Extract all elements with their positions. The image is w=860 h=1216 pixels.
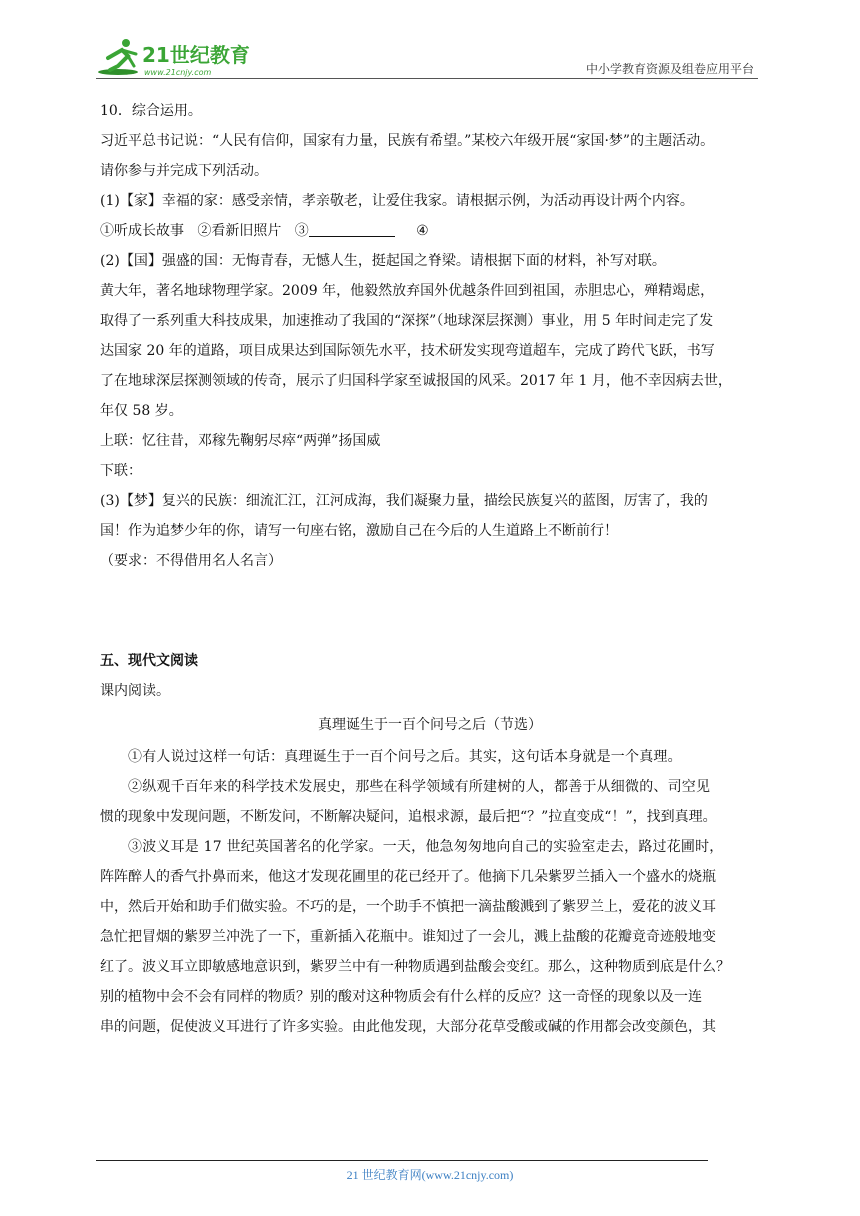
logo-url: www.21cnjy.com <box>144 68 212 77</box>
answer-blank <box>309 222 395 237</box>
part1-item-1: ①听成长故事 <box>100 223 184 239</box>
spacer <box>100 576 760 646</box>
platform-name: 中小学教育资源及组卷应用平台 <box>585 62 754 76</box>
section-subheading: 课内阅读。 <box>100 683 170 699</box>
footer-link[interactable]: 21 世纪教育网(www.21cnjy.com) <box>346 1168 514 1182</box>
part3-prompt-line1: (3)【梦】复兴的民族：细流汇江，江河成海，我们凝聚力量，描绘民族复兴的蓝图，厉害了，我的 <box>100 493 708 509</box>
couplet-lower: 下联： <box>100 463 142 479</box>
header-divider <box>96 78 758 79</box>
logo-text: 21世纪教育 <box>142 43 250 67</box>
article-paragraph-3-line4: 急忙把冒烟的紫罗兰冲洗了一下，重新插入花瓶中。谁知过了一会儿，溅上盐酸的花瓣竟奇迹般地变 <box>100 929 716 945</box>
part1-item-2: ②看新旧照片 <box>197 223 282 239</box>
part1-items <box>100 216 760 246</box>
part1-prompt: (1)【家】幸福的家：感受亲情，孝亲敬老，让爱住我家。请根据示例，为活动再设计两个内容。 <box>100 193 694 209</box>
article-paragraph-2-line2: 惯的现象中发现问题，不断发问，不断解决疑问，追根求源，最后把“？”拉直变成“！”，找到真理。 <box>100 809 717 825</box>
article-paragraph-1: ①有人说过这样一句话：真理诞生于一百个问号之后。其实，这句话本身就是一个真理。 <box>128 749 682 765</box>
article-paragraph-2-line1: ②纵观千百年来的科学技术发展史，那些在科学领域有所建树的人，都善于从细微的、司空见 <box>128 779 711 795</box>
question-intro-line1: 习近平总书记说：“人民有信仰，国家有力量，民族有希望。”某校六年级开展“家国·梦”的主题活动。 <box>100 133 715 149</box>
material-line4: 了在地球深层探测领域的传奇，展示了归国科学家至诚报国的风采。2017 年 1 月，他不幸因病去世， <box>100 373 732 389</box>
article-paragraph-3-line2: 阵阵醉人的香气扑鼻而来，他这才发现花圃里的花已经开了。他摘下几朵紫罗兰插入一个盛水的烧瓶 <box>100 869 716 885</box>
article-paragraph-3-line6: 别的植物中会不会有同样的物质？别的酸对这种物质会有什么样的反应？这一奇怪的现象以及一连 <box>100 989 702 1005</box>
document-body <box>100 96 760 1042</box>
article-paragraph-3-line3: 中，然后开始和助手们做实验。不巧的是，一个助手不慎把一滴盐酸溅到了紫罗兰上，爱花的波义耳 <box>100 899 716 915</box>
footer-divider <box>96 1160 708 1161</box>
part3-prompt-line2: 国！作为追梦少年的你，请写一句座右铭，激励自己在今后的人生道路上不断前行！ <box>100 523 618 539</box>
article-paragraph-3-line1: ③波义耳是 17 世纪英国著名的化学家。一天，他急匆匆地向自己的实验室走去，路过花圃时， <box>128 839 724 855</box>
requirement-note: （要求：不得借用名人名言） <box>100 553 282 569</box>
article-paragraph-3-line7: 串的问题，促使波义耳进行了许多实验。由此他发现，大部分花草受酸或碱的作用都会改变颜色，其 <box>100 1019 716 1035</box>
part2-prompt: (2)【国】强盛的国：无悔青春，无憾人生，挺起国之脊梁。请根据下面的材料，补写对联。 <box>100 253 666 269</box>
section-heading: 五、现代文阅读 <box>100 653 198 669</box>
question-title: 10．综合运用。 <box>100 103 202 119</box>
article-title: 真理诞生于一百个问号之后（节选） <box>318 717 542 733</box>
material-line3: 达国家 20 年的道路，项目成果达到国际领先水平，技术研发实现弯道超车，完成了跨代飞跃，书写 <box>100 343 715 359</box>
material-line5: 年仅 58 岁。 <box>100 403 183 419</box>
material-line1: 黄大年，著名地球物理学家。2009 年，他毅然放弃国外优越条件回到祖国，赤胆忠心，殚精竭虑， <box>100 283 715 299</box>
material-line2: 取得了一系列重大科技成果，加速推动了我国的“深探”（地球深层探测）事业，用 5 年时间走完了发 <box>100 313 714 329</box>
article-paragraph-3-line5: 红了。波义耳立即敏感地意识到，紫罗兰中有一种物质遇到盐酸会变红。那么，这种物质到底是什么？ <box>100 959 730 975</box>
logo <box>96 36 266 78</box>
page-header <box>96 30 758 80</box>
couplet-upper: 上联：忆往昔，邓稼先鞠躬尽瘁“两弹”扬国威 <box>100 433 381 449</box>
part1-item-4: ④ <box>416 223 429 239</box>
part1-item-3: ③ <box>294 223 309 239</box>
question-intro-line2: 请你参与并完成下列活动。 <box>100 163 268 179</box>
